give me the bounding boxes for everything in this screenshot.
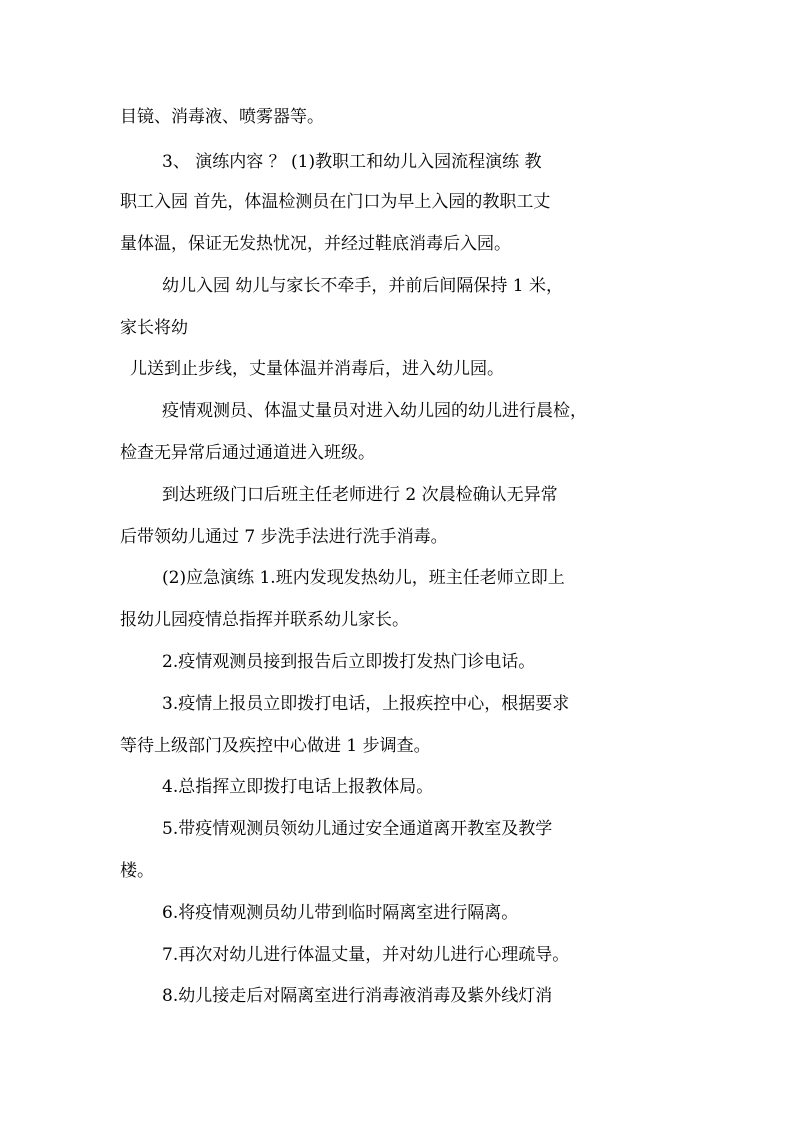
section-heading-line: (2)应急演练 1.班内发现发热幼儿，班主任老师立即上: [162, 568, 565, 588]
list-item-line: 3.疫情上报员立即拨打电话，上报疾控中心，根据要求: [162, 694, 570, 714]
paragraph-line: 职工入园 首先，体温检测员在门口为早上入园的教职工丈: [120, 192, 551, 212]
paragraph-line: 量体温，保证无发热忧况，并经过鞋底消毒后入园。: [120, 234, 511, 254]
list-item-line: 4.总指挥立即拨打电话上报教体局。: [162, 777, 434, 797]
paragraph-line: 家长将幼: [120, 318, 188, 338]
paragraph-line: 后带领幼儿通过 7 步洗手法进行洗手消毒。: [120, 527, 448, 547]
list-item-line: 6.将疫情观测员幼儿带到临时隔离室进行隔离。: [162, 903, 519, 923]
paragraph-line: 目镜、消毒液、喷雾器等。: [120, 107, 324, 127]
paragraph-line: 楼。: [120, 861, 154, 881]
paragraph-line: 幼儿入园 幼儿与家长不牵手，并前后间隔保持 1 米，: [162, 276, 564, 296]
paragraph-line: 等待上级部门及疾控中心做进 1 步调查。: [120, 736, 431, 756]
paragraph-line: 到达班级门口后班主任老师进行 2 次晨检确认无异常: [162, 485, 558, 505]
paragraph-line: 检查无异常后通过通道进入班级。: [120, 443, 375, 463]
list-item-line: 2.疫情观测员接到报告后立即拨打发热门诊电话。: [162, 652, 536, 672]
list-item-line: 7.再次对幼儿进行体温丈量，并对幼儿进行心理疏导。: [162, 945, 570, 965]
section-heading-line: 3、 演练内容 ？ (1)教职工和幼儿入园流程演练 教: [162, 152, 542, 172]
paragraph-line: 报幼儿园疫情总指挥并联系幼儿家长。: [120, 610, 409, 630]
paragraph-line: 儿送到止步线，丈量体温并消毒后，进入幼儿园。: [130, 359, 504, 379]
paragraph-line: 疫情观测员、体温丈量员对进入幼儿园的幼儿进行晨检，: [162, 401, 587, 421]
list-item-line: 8.幼儿接走后对隔离室进行消毒液消毒及紫外线灯消: [162, 986, 553, 1006]
list-item-line: 5.带疫情观测员领幼儿通过安全通道离开教室及教学: [162, 819, 553, 839]
